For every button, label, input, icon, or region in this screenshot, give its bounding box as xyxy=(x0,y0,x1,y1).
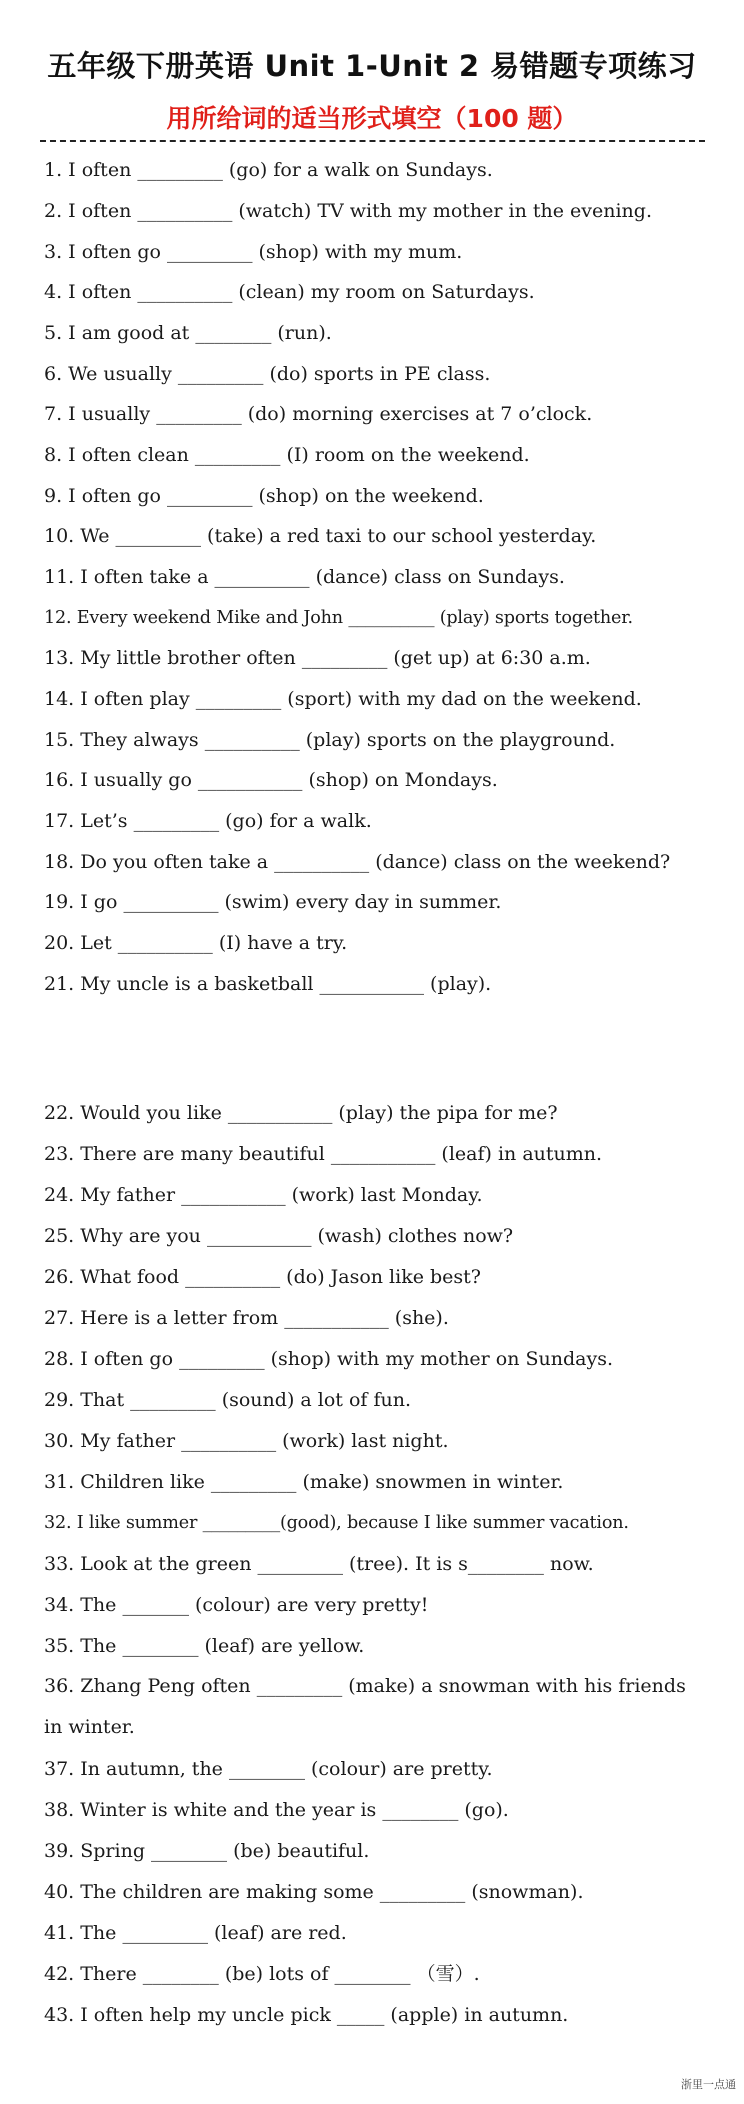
question-item: 38. Winter is white and the year is ________ (go). xyxy=(44,1799,509,1821)
question-item: 20. Let __________ (I) have a try. xyxy=(44,932,348,954)
question-item: 23. There are many beautiful ___________ (leaf) in autumn. xyxy=(44,1143,603,1165)
page-subtitle: 用所给词的适当形式填空（100 题） xyxy=(166,104,578,133)
question-item: 17. Let’s _________ (go) for a walk. xyxy=(44,810,372,832)
question-item: 19. I go __________ (swim) every day in summer. xyxy=(44,891,502,913)
question-item: 12. Every weekend Mike and John __________ (play) sports together. xyxy=(44,608,633,628)
question-item: 15. They always __________ (play) sports on the playground. xyxy=(44,729,616,751)
question-item: 1. I often _________ (go) for a walk on Sundays. xyxy=(44,159,493,181)
question-item: 2. I often __________ (watch) TV with my mother in the evening. xyxy=(44,200,652,222)
question-item: 10. We _________ (take) a red taxi to our school yesterday. xyxy=(44,525,597,547)
question-item: 39. Spring ________ (be) beautiful. xyxy=(44,1840,370,1862)
question-item: 42. There ________ (be) lots of ________ （雪）. xyxy=(44,1963,480,1985)
dashed-divider xyxy=(40,140,705,142)
question-item: 21. My uncle is a basketball ___________ (play). xyxy=(44,973,492,995)
question-item: 37. In autumn, the ________ (colour) are pretty. xyxy=(44,1758,493,1780)
question-item: 14. I often play _________ (sport) with my dad on the weekend. xyxy=(44,688,642,710)
question-item: 9. I often go _________ (shop) on the weekend. xyxy=(44,485,484,507)
question-item: 32. I like summer _________(good), because I like summer vacation. xyxy=(44,1513,629,1533)
question-item: 36. Zhang Peng often _________ (make) a snowman with his friends in winter. xyxy=(44,1675,686,1738)
question-item: 22. Would you like ___________ (play) the pipa for me? xyxy=(44,1102,558,1124)
question-item: 26. What food __________ (do) Jason like best? xyxy=(44,1266,481,1288)
question-item: 40. The children are making some _________ (snowman). xyxy=(44,1881,584,1903)
question-item: 3. I often go _________ (shop) with my mum. xyxy=(44,241,463,263)
question-item: 24. My father ___________ (work) last Monday. xyxy=(44,1184,483,1206)
question-item: 30. My father __________ (work) last night. xyxy=(44,1430,449,1452)
page-title: 五年级下册英语 Unit 1-Unit 2 易错题专项练习 xyxy=(47,49,697,83)
question-item: 25. Why are you ___________ (wash) clothes now? xyxy=(44,1225,514,1247)
question-item: 33. Look at the green _________ (tree). It is s________ now. xyxy=(44,1553,594,1575)
question-item: 29. That _________ (sound) a lot of fun. xyxy=(44,1389,412,1411)
question-item: 7. I usually _________ (do) morning exercises at 7 o’clock. xyxy=(44,403,593,425)
question-item: 6. We usually _________ (do) sports in PE class. xyxy=(44,363,491,385)
question-item: 41. The _________ (leaf) are red. xyxy=(44,1922,347,1944)
question-item: 4. I often __________ (clean) my room on Saturdays. xyxy=(44,281,535,303)
question-item: 31. Children like _________ (make) snowmen in winter. xyxy=(44,1471,564,1493)
question-item: 16. I usually go ___________ (shop) on Mondays. xyxy=(44,769,498,791)
question-item: 18. Do you often take a __________ (dance) class on the weekend? xyxy=(44,851,671,873)
question-item: 34. The _______ (colour) are very pretty! xyxy=(44,1594,429,1616)
footer-watermark: 浙里一点通 xyxy=(681,2078,736,2091)
question-item: 27. Here is a letter from ___________ (she). xyxy=(44,1307,449,1329)
question-item: 11. I often take a __________ (dance) class on Sundays. xyxy=(44,566,565,588)
question-item: 8. I often clean _________ (I) room on the weekend. xyxy=(44,444,530,466)
question-item: 5. I am good at ________ (run). xyxy=(44,322,332,344)
question-item: 13. My little brother often _________ (get up) at 6:30 a.m. xyxy=(44,647,591,669)
question-item: 43. I often help my uncle pick _____ (apple) in autumn. xyxy=(44,2004,569,2026)
question-item: 35. The ________ (leaf) are yellow. xyxy=(44,1635,365,1657)
question-item: 28. I often go _________ (shop) with my mother on Sundays. xyxy=(44,1348,614,1370)
